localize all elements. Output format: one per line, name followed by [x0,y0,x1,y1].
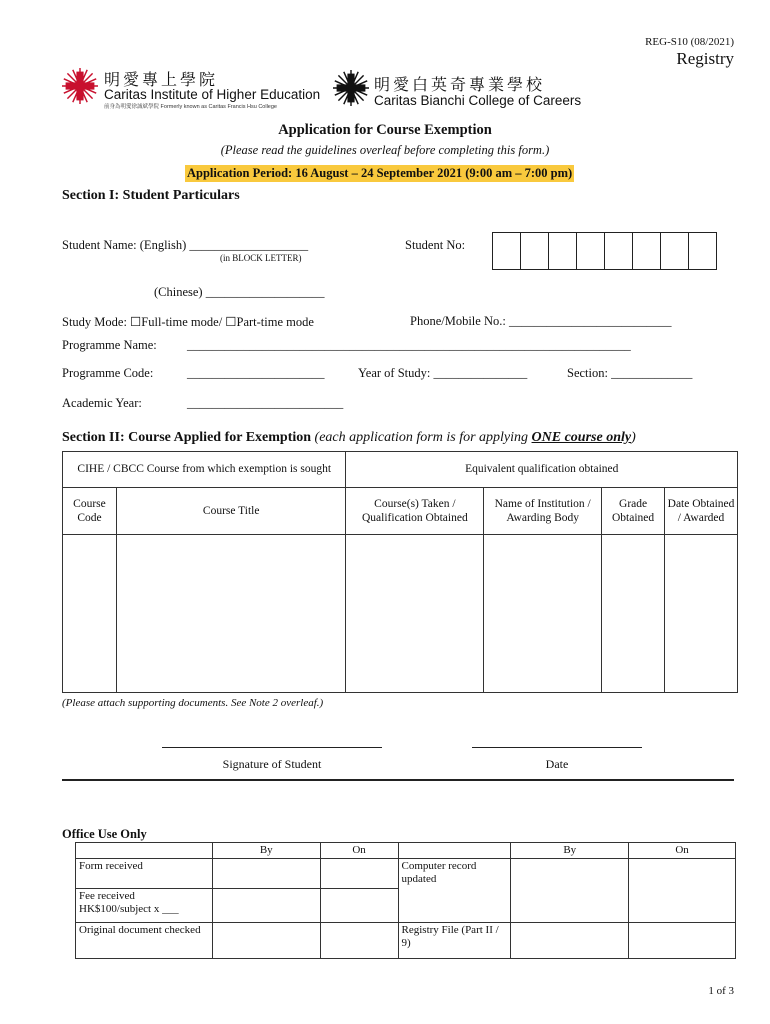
office-by-header-2: By [511,843,629,859]
table-row[interactable] [63,535,738,693]
registry-file-label: Registry File (Part II / 9) [398,923,511,959]
logo1-english-name: Caritas Institute of Higher Education [104,87,321,102]
form-subtitle: (Please read the guidelines overleaf before completing this form.) [220,143,550,157]
programme-code-label: Programme Code: [62,366,154,380]
office-use-heading: Office Use Only [62,827,147,841]
office-name: Registry [676,49,734,68]
form-received-label: Form received [76,859,213,889]
logo2-english-name: Caritas Bianchi College of Careers [374,93,582,108]
computer-record-label: Computer record updated [398,859,511,923]
cell-grade[interactable] [602,535,665,693]
student-name-chinese-field[interactable]: (Chinese) ___________________ [154,285,325,299]
caritas-bianchi-logo-icon [333,70,369,106]
office-header-row [76,843,736,859]
group-equivalent-qualification: Equivalent qualification obtained [346,452,738,488]
date-line[interactable] [472,747,642,748]
original-doc-label: Original document checked [76,923,213,959]
group-cihe-course: CIHE / CBCC Course from which exemption is sought [63,452,346,488]
col-institution: Name of Institution / Awarding Body [484,488,602,535]
application-period: Application Period: 16 August – 24 September 2021 (9:00 am – 7:00 pm) [187,166,573,180]
academic-year-label: Academic Year: [62,396,142,410]
logo1-former-name: 前身為明愛徐誠斌學院 Formerly known as Caritas Francis Hsu College [104,104,277,110]
office-on-header-2: On [629,843,736,859]
fee-received-label: Fee received HK$100/subject x ___ [76,889,213,923]
table-row [76,859,736,889]
logo1-chinese-name: 明愛專上學院 [104,72,219,89]
divider [62,779,734,781]
section1-heading: Section I: Student Particulars [62,188,240,203]
table-row [76,923,736,959]
office-on-header: On [320,843,398,859]
col-date-obtained: Date Obtained / Awarded [665,488,738,535]
col-grade: Grade Obtained [602,488,665,535]
office-use-table [75,842,736,959]
col-course-code: Course Code [63,488,117,535]
section2-heading-row [62,430,636,446]
office-by-header: By [212,843,320,859]
study-mode-checkboxes[interactable]: Study Mode: ☐Full-time mode/ ☐Part-time mode [62,315,314,329]
programme-code-field[interactable]: ______________________ [187,366,325,380]
section2-heading: Section II: Course Applied for Exemption [62,430,312,445]
year-of-study-field[interactable]: Year of Study: _______________ [358,366,528,380]
student-no-boxes[interactable] [493,232,717,270]
section-field[interactable]: Section: _____________ [567,366,693,380]
cell-course-code[interactable] [63,535,117,693]
student-no-label: Student No: [405,238,466,252]
table-group-header [63,452,738,488]
form-code: REG-S10 (08/2021) [645,36,734,48]
phone-field[interactable]: Phone/Mobile No.: __________________________ [410,314,672,328]
programme-name-field[interactable]: _______________________________________________________________________ [187,338,631,352]
block-letter-hint: (in BLOCK LETTER) [220,253,302,263]
signature-line[interactable] [162,747,382,748]
caritas-logo-icon [62,68,98,104]
table-column-header [63,488,738,535]
course-exemption-table [62,451,738,693]
section2-note-pre: (each application form is for applying [314,430,532,445]
page-number: 1 of 3 [708,985,734,997]
logo2-chinese-name: 明愛白英奇專業學校 [374,77,546,94]
col-course-taken: Course(s) Taken / Qualification Obtained [346,488,484,535]
attach-docs-note: (Please attach supporting documents. See Note 2 overleaf.) [62,697,324,709]
student-name-english-field[interactable]: Student Name: (English) ___________________ [62,238,309,252]
signature-label: Signature of Student [222,757,322,771]
form-title: Application for Course Exemption [278,122,492,138]
cell-course-taken[interactable] [346,535,484,693]
academic-year-field[interactable]: _________________________ [187,396,344,410]
date-label: Date [545,757,569,771]
programme-name-label: Programme Name: [62,338,157,352]
section2-note-emphasis: ONE course only [531,430,632,445]
cell-course-title[interactable] [116,535,346,693]
col-course-title: Course Title [116,488,346,535]
cell-date-obtained[interactable] [665,535,738,693]
cell-institution[interactable] [484,535,602,693]
section2-note-post: ) [631,430,636,445]
